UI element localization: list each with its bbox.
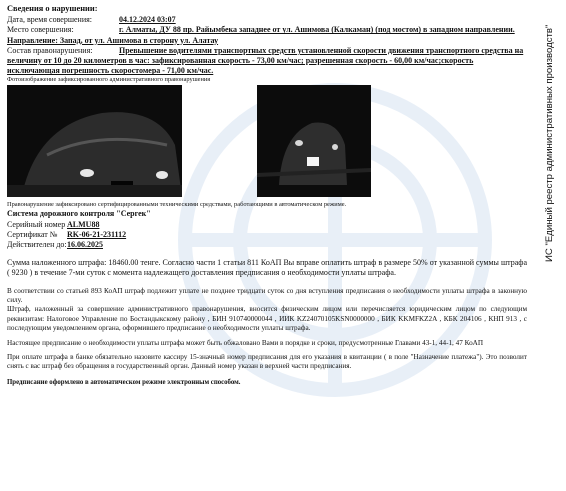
registry-title: ИС "Единый реестр административных производств" bbox=[544, 24, 555, 262]
serial-value: ALMU88 bbox=[67, 219, 100, 229]
serial-label: Серийный номер bbox=[7, 219, 66, 229]
valid-label: Действителен до: bbox=[7, 240, 67, 250]
section-title: Сведения о нарушении: bbox=[7, 4, 98, 13]
side-registry-label bbox=[537, 0, 565, 491]
serial-row bbox=[7, 220, 527, 230]
footer-note: Предписание оформлено в автоматическом режиме электронным способом. bbox=[7, 378, 241, 386]
cert-label: Сертификат № bbox=[7, 229, 58, 239]
datetime-value: 04.12.2024 03:07 bbox=[119, 15, 176, 25]
place-value: г. Алматы, ДУ 88 пр. Райымбека западнее от ул. Ашимова (Калкаман) (под мостом) в западном направлении. Направление: Запад, от ул. Ашимова в сторону ул. Алатау bbox=[7, 25, 515, 45]
rear-camera-photo bbox=[257, 85, 371, 197]
device-system: Система дорожного контроля "Сергек" bbox=[7, 209, 151, 219]
offense-row bbox=[7, 46, 527, 77]
legal-paragraph-3: Настоящее предписание о необходимости уплаты штрафа может быть обжаловано Вами в порядке и сроки, предусмотренные Главами 43-1, 44-1, 47 КоАП bbox=[7, 338, 484, 347]
datetime-row bbox=[7, 15, 527, 25]
fine-paragraph: Сумма наложенного штрафа: 18460.00 тенге. Согласно части 1 статьи 811 КоАП Вы вправе оплатить штраф в размере 50% от указанной суммы штрафа ( 9230 ) в течение 7-ми суток с момента надлежащего доставления предписания о необходимости уплаты штрафа. bbox=[7, 258, 527, 278]
front-camera-photo bbox=[7, 85, 182, 197]
legal-paragraph-4: При оплате штрафа в банке обязательно назовите кассиру 15-значный номер предписания для его указания в квитанции ( в поле "Назначение платежа"). Это позволит снять с вас штраф без обращения в государственный орган. Данный номер указан в верхней части предписания. bbox=[7, 353, 527, 371]
offense-label: Состав правонарушения: bbox=[7, 45, 93, 55]
legal-paragraph-2: Штраф, наложенный за совершение административного правонарушения, вносится физическим лицом или перечисляется юридическим лицом по следующим реквизитам: Налоговое Управление по Бостандыкскому району , БИН 910740000044 , ИИК KZ24070105KSN0000000 , БИК KKMFKZ2A , КБК 204106 , КНП 913 , с последующим уведомлением органа, оформившего предписание о необходимости уплаты штрафа. bbox=[7, 305, 527, 333]
violation-content bbox=[7, 4, 527, 388]
cert-row bbox=[7, 230, 527, 240]
device-intro: Правонарушение зафиксировано сертифицированными техническими средствами, работающими в автоматическом режиме. bbox=[7, 201, 347, 209]
legal-paragraph-1: В соответствии со статьей 893 КоАП штраф подлежит уплате не позднее тридцати суток со дня вступления предписания о необходимости уплаты штрафа в законную силу. bbox=[7, 286, 527, 305]
place-row bbox=[7, 25, 527, 45]
valid-row bbox=[7, 240, 527, 250]
photo-caption: Фотоизображение зафиксированного административного правонарушения bbox=[7, 76, 211, 84]
offense-value: Превышение водителями транспортных средств установленной скорости движения транспортного средства на величину от 10 до 20 километров в час: зафиксированная скорость - 73,00 км/час; разрешенная скорость - 60,00 км/час;скорость исключающая погрешность скоростомера - 71,00 км/час. bbox=[7, 45, 524, 76]
valid-value: 16.06.2025 bbox=[67, 240, 103, 250]
cert-value: RK-06-21-231112 bbox=[67, 229, 127, 239]
photo-strip bbox=[7, 85, 527, 197]
place-label: Место совершения: bbox=[7, 25, 74, 35]
datetime-label: Дата, время совершения: bbox=[7, 15, 93, 25]
